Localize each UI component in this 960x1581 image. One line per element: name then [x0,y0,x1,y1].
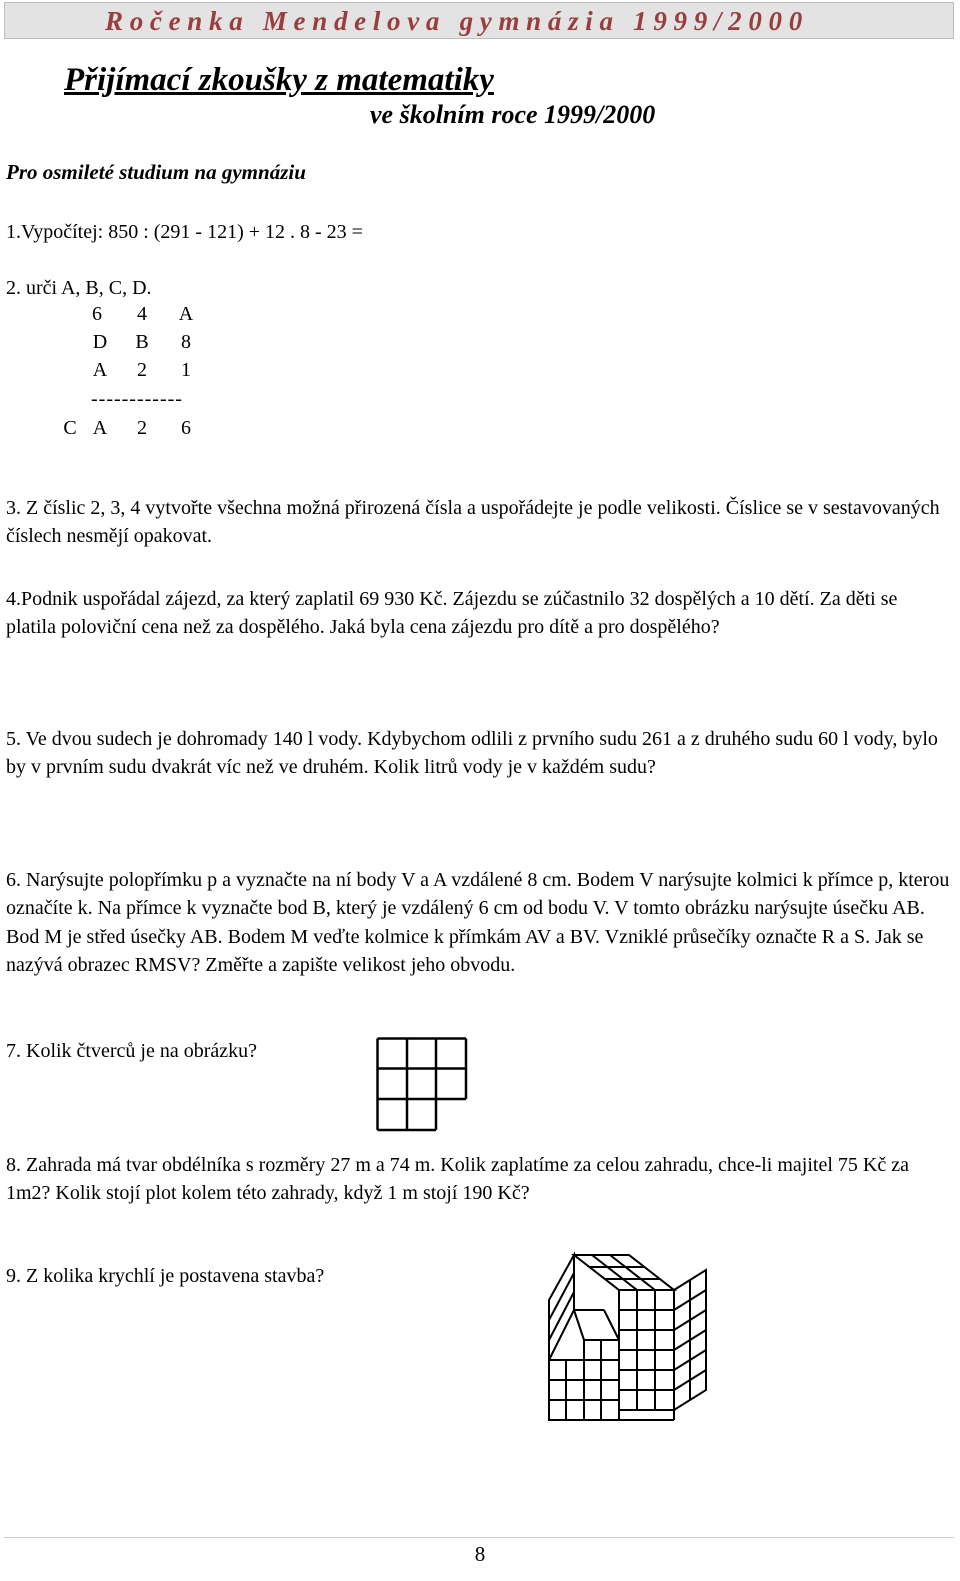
problem-7: 7. Kolik čtverců je na obrázku? [6,1040,258,1062]
problem-4: 4.Podnik uspořádal zájezd, za který zaplatil 69 930 Kč. Zájezdu se zúčastnilo 32 dospělých a 10 dětí. Za děti se platila poloviční cena než za dospělého. Jaká byla cena zájezdu pro dítě a pro dospělého? [6,588,898,639]
page-title: Přijímací zkoušky z matematiky [64,62,494,98]
puzzle-r2-c3: 8 [181,331,191,353]
problem-8: 8. Zahrada má tvar obdélníka s rozměry 27 m a 74 m. Kolik zaplatíme za celou zahradu, chce-li majitel 75 Kč za 1m2? Kolik stojí plot kolem této zahrady, když 1 m stojí 190 Kč? [6,1154,909,1205]
puzzle-r3-c2: 2 [137,359,147,381]
running-header [4,2,954,39]
section-heading: Pro osmileté studium na gymnáziu [6,160,306,184]
puzzle-r4-c3: 6 [181,417,191,439]
puzzle-r4-c2: 2 [137,417,147,439]
footer-rule [4,1537,954,1538]
puzzle-r2-c2: B [135,331,149,353]
problem-3: 3. Z číslic 2, 3, 4 vytvořte všechna možná přirozená čísla a uspořádejte je podle velikosti. Číslice se v sestavovaných číslech nesmějí opakovat. [6,497,940,548]
cube-building-figure [544,1250,714,1450]
puzzle-r4-c0: C [63,417,77,439]
puzzle-r3-c1: A [92,359,108,381]
problem-1: 1.Vypočítej: 850 : (291 - 121) + 12 . 8 - 23 = [6,221,363,243]
squares-grid-figure [376,1037,468,1132]
page-number: 8 [474,1542,486,1566]
problem-5: 5. Ve dvou sudech je dohromady 140 l vody. Kdybychom odlili z prvního sudu 261 a z druhého sudu 60 l vody, bylo by v prvním sudu dvakrát víc než ve druhém. Kolik litrů vody je v každém sudu? [6,728,938,779]
puzzle-r3-c3: 1 [181,359,191,381]
running-header-title: Ročenka Mendelova gymnázia 1999/2000 [105,6,809,36]
puzzle-r1-c2: 4 [137,303,147,325]
problem-9: 9. Z kolika krychlí je postavena stavba? [6,1265,325,1287]
puzzle-r4-c1: A [92,417,108,439]
puzzle-rule: ------------ [91,388,183,410]
puzzle-r1-c1: 6 [92,303,102,325]
puzzle-r2-c1: D [92,331,108,353]
problem-6: 6. Narýsujte polopřímku p a vyznačte na ní body V a A vzdálené 8 cm. Bodem V narýsujte kolmici k přímce p, kterou označíte k. Na přímce k vyznačte bod B, který je vzdálený 6 cm od bodu V. V tomto obrázku narýsujte úsečku AB. Bod M je střed úsečky AB. Bodem M veďte kolmice k přímkám AV a BV. Vzniklé průsečíky označte R a S. Jak se nazývá obrazec RMSV? Změřte a zapište velikost jeho obvodu. [6,869,950,977]
problem-2-text: 2. urči A, B, C, D. [6,277,152,299]
puzzle-r1-c3: A [178,303,194,325]
page-subtitle: ve školním roce 1999/2000 [370,100,656,129]
